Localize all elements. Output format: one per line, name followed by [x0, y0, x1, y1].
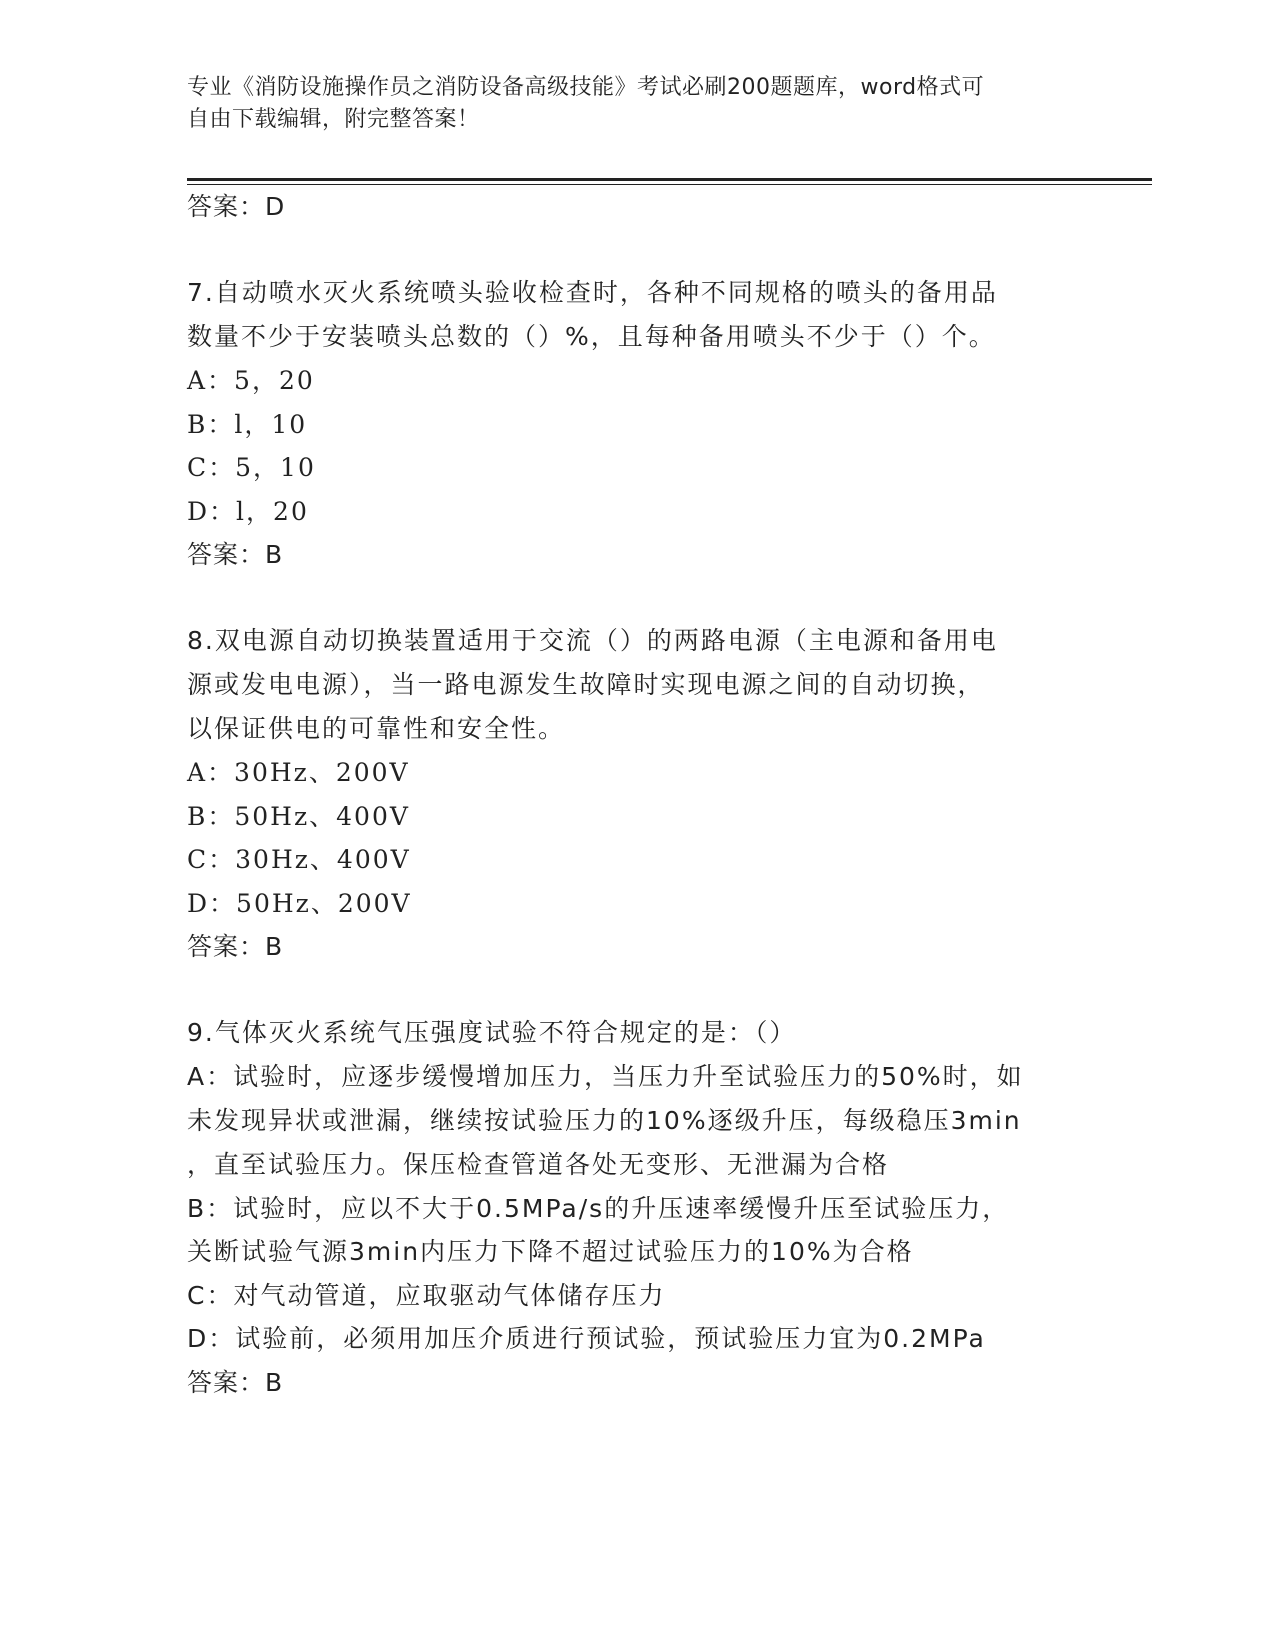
- question-9-option-b-line-2: 关断试验气源3min内压力下降不超过试验压力的10%为合格: [187, 1237, 914, 1266]
- header-line-1: 专业《消防设施操作员之消防设备高级技能》考试必刷200题题库，word格式可: [187, 75, 985, 100]
- question-7-option-b: B：l，10: [187, 410, 308, 439]
- question-9-option-a-line-1: A：试验时，应逐步缓慢增加压力，当压力升至试验压力的50%时，如: [187, 1062, 1024, 1091]
- question-8-option-b: B：50Hz、400V: [187, 802, 410, 831]
- question-8-answer: 答案：B: [187, 932, 284, 961]
- document-header: [187, 72, 1067, 136]
- question-7-stem-line-1: 7.自动喷水灭火系统喷头验收检查时，各种不同规格的喷头的备用品: [187, 278, 998, 307]
- question-9-stem-line-1: 9.气体灭火系统气压强度试验不符合规定的是：（）: [187, 1018, 797, 1047]
- question-9-option-c: C：对气动管道，应取驱动气体储存压力: [187, 1281, 666, 1310]
- question-8-option-d: D：50Hz、200V: [187, 889, 412, 918]
- question-7-option-c: C：5，10: [187, 453, 316, 482]
- answer-line: 答案：D: [187, 192, 286, 221]
- question-9-answer: 答案：B: [187, 1368, 284, 1397]
- question-7-option-d: D：l，20: [187, 497, 309, 526]
- question-9-option-a-line-2: 未发现异状或泄漏，继续按试验压力的10%逐级升压，每级稳压3min: [187, 1106, 1022, 1135]
- question-9-option-a-line-3: ，直至试验压力。保压检查管道各处无变形、无泄漏为合格: [187, 1150, 890, 1179]
- question-9-option-d: D：试验前，必须用加压介质进行预试验，预试验压力宜为0.2MPa: [187, 1324, 986, 1353]
- question-7-option-a: A：5，20: [187, 366, 315, 395]
- question-8-stem-line-2: 源或发电电源），当一路电源发生故障时实现电源之间的自动切换，: [187, 670, 985, 699]
- header-divider-thick: [187, 178, 1152, 181]
- question-8-stem-line-1: 8.双电源自动切换装置适用于交流（）的两路电源（主电源和备用电: [187, 626, 998, 655]
- question-8-option-c: C：30Hz、400V: [187, 845, 411, 874]
- question-7-answer: 答案：B: [187, 540, 284, 569]
- question-8-option-a: A：30Hz、200V: [187, 758, 410, 787]
- header-divider-thin: [187, 184, 1152, 185]
- question-9-option-b-line-1: B：试验时，应以不大于0.5MPa/s的升压速率缓慢升压至试验压力，: [187, 1194, 1010, 1223]
- header-line-2: 自由下载编辑，附完整答案！: [187, 107, 480, 132]
- question-7-stem-line-2: 数量不少于安装喷头总数的（）%，且每种备用喷头不少于（）个。: [187, 322, 996, 351]
- question-8-stem-line-3: 以保证供电的可靠性和安全性。: [187, 714, 566, 743]
